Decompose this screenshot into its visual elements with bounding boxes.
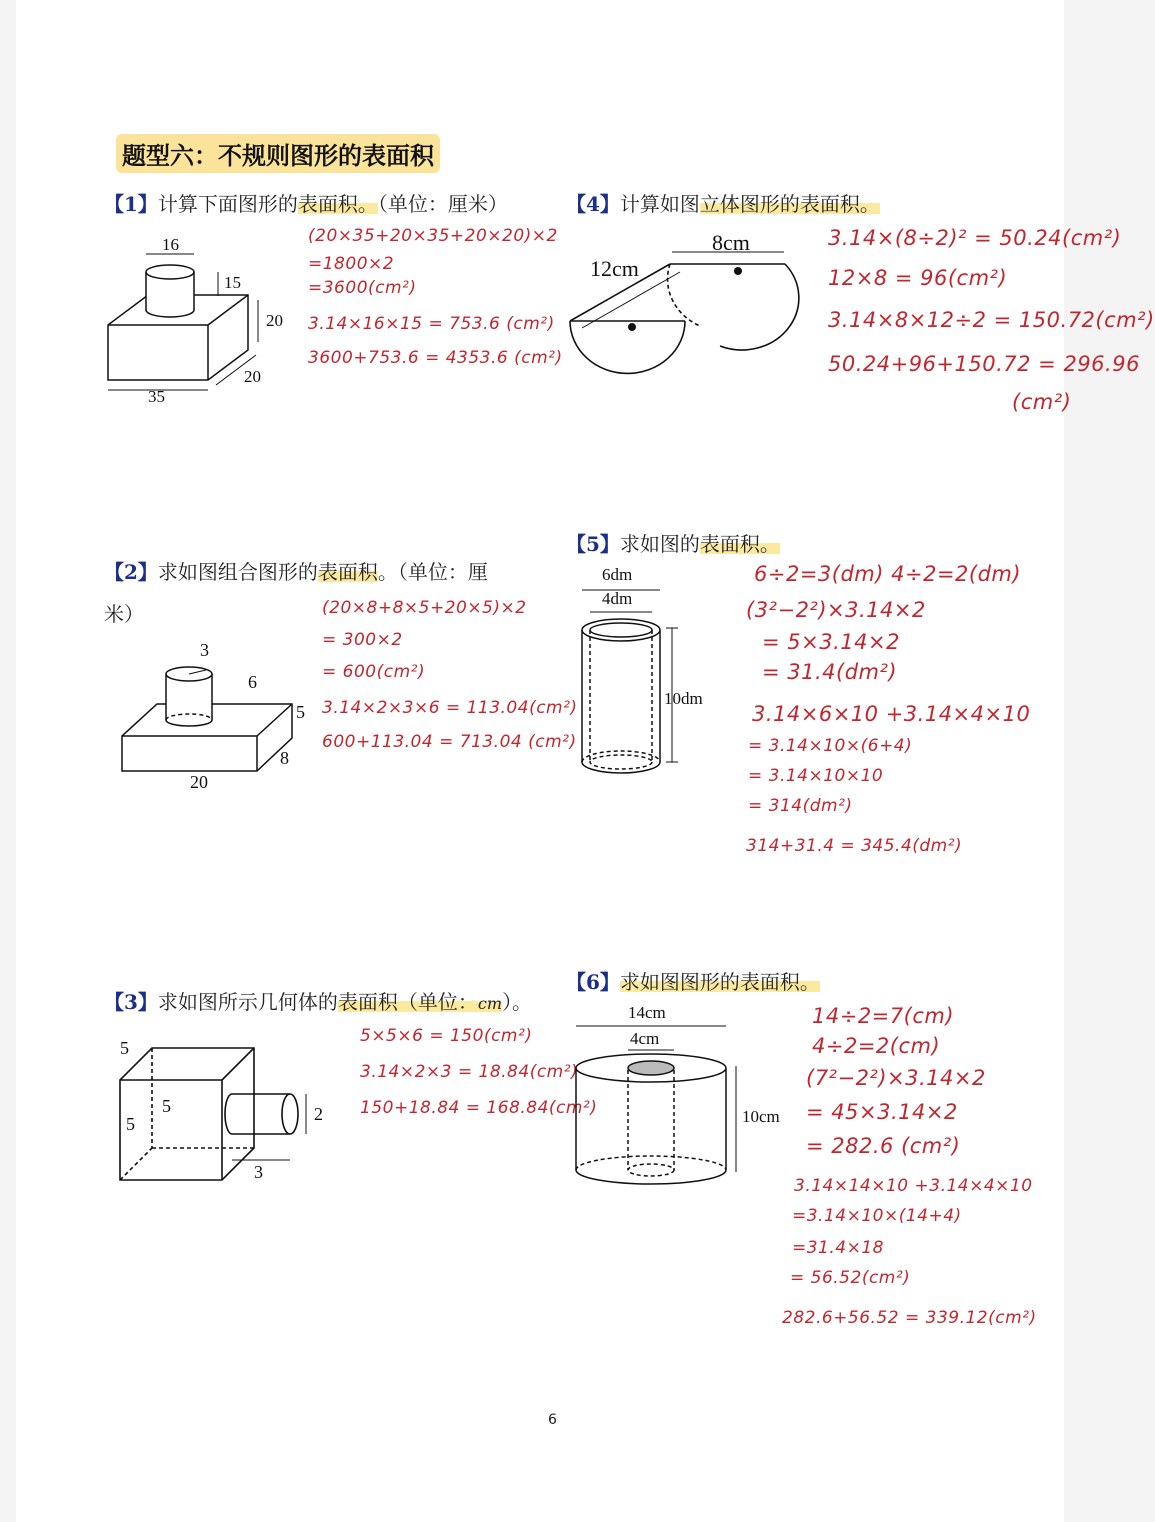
p2-work-5: 600+113.04 = 713.04 (cm²): [322, 732, 577, 752]
problem-3-number: 【3】: [104, 990, 158, 1014]
p3-dim-3: 3: [254, 1162, 263, 1182]
problem-5-prompt: [566, 528, 780, 557]
problem-5-number: 【5】: [566, 532, 620, 556]
p4-work-5: (cm²): [1012, 390, 1072, 414]
p1-work-4: 3.14×16×15 = 753.6 (cm²): [308, 314, 555, 334]
problem-3-text: 求如图所示几何体的: [157, 990, 338, 1014]
p1-dim-20-height: 20: [266, 311, 283, 330]
p1-dim-35: 35: [148, 387, 165, 406]
problem-6-prompt: [566, 966, 820, 995]
problem-3-end: ）。: [502, 990, 533, 1014]
p6-dim-10cm: 10cm: [742, 1107, 780, 1126]
p2-work-4: 3.14×2×3×6 = 113.04(cm²): [322, 698, 578, 718]
p4-work-3: 3.14×8×12÷2 = 150.72(cm²): [828, 308, 1155, 332]
problem-4-text: 计算如图: [619, 192, 700, 216]
p5-dim-10dm: 10dm: [664, 689, 703, 708]
problem-6-figure: [560, 1000, 800, 1200]
problem-4-prompt: [566, 188, 880, 217]
problem-5-highlight: 表面积。: [699, 532, 780, 556]
p5-work-1: 6÷2=3(dm) 4÷2=2(dm): [754, 562, 1022, 586]
problem-3-highlight-text: 表面积（单位：: [337, 990, 478, 1014]
p5-work-3: = 5×3.14×2: [762, 630, 900, 654]
problem-3-figure: [100, 1030, 340, 1190]
p5-dim-4dm: 4dm: [602, 589, 633, 608]
p5-work-4: = 31.4(dm²): [762, 660, 898, 684]
problem-4-figure: [560, 226, 800, 386]
p4-work-4: 50.24+96+150.72 = 296.96: [828, 352, 1140, 376]
p6-work-8: =31.4×18: [792, 1238, 884, 1258]
p6-work-7: =3.14×10×(14+4): [792, 1206, 962, 1226]
problem-5-figure: [560, 562, 730, 792]
p3-work-3: 150+18.84 = 168.84(cm²): [360, 1098, 598, 1118]
p5-work-2: (3²−2²)×3.14×2: [746, 598, 926, 622]
problem-2-highlight: 表面积: [317, 560, 378, 584]
p1-dim-15: 15: [224, 273, 241, 292]
problem-1-highlight: 表面积。: [297, 192, 378, 216]
p2-work-3: = 600(cm²): [322, 662, 426, 682]
problem-4-highlight: 立体图形的表面积。: [699, 192, 880, 216]
p3-dim-5-left: 5: [126, 1114, 135, 1134]
p2-dim-6: 6: [248, 672, 257, 692]
p2-dim-8: 8: [280, 748, 289, 768]
p5-work-7: = 3.14×10×10: [748, 766, 884, 786]
p6-dim-4cm: 4cm: [630, 1029, 660, 1048]
p5-work-6: = 3.14×10×(6+4): [748, 736, 913, 756]
p4-work-1: 3.14×(8÷2)² = 50.24(cm²): [828, 226, 1122, 250]
p2-work-2: = 300×2: [322, 630, 403, 650]
p3-work-1: 5×5×6 = 150(cm²): [360, 1026, 533, 1046]
p1-work-3: =3600(cm²): [308, 278, 417, 298]
p3-dim-5-top: 5: [120, 1038, 129, 1058]
problem-2-prompt-cont: 米）: [104, 602, 144, 626]
page-number: 6: [548, 1412, 557, 1428]
problem-1-unit: （单位：厘米）: [377, 192, 508, 216]
p4-work-2: 12×8 = 96(cm²): [828, 266, 1008, 290]
p1-dim-16: 16: [162, 235, 179, 254]
p5-work-8: = 314(dm²): [748, 796, 853, 816]
problem-1-figure: [100, 230, 300, 410]
p6-work-10: 282.6+56.52 = 339.12(cm²): [782, 1308, 1037, 1328]
p2-dim-20: 20: [190, 772, 208, 792]
p2-dim-5: 5: [296, 702, 305, 722]
problem-2-unit: 。（单位：厘: [377, 560, 488, 584]
p3-dim-2: 2: [314, 1104, 323, 1124]
p6-work-9: = 56.52(cm²): [790, 1268, 911, 1288]
p2-work-1: (20×8+8×5+20×5)×2: [322, 598, 527, 618]
problem-2-figure: [102, 636, 322, 796]
problem-2-text: 求如图组合图形的: [157, 560, 318, 584]
problem-6-number: 【6】: [566, 970, 620, 994]
p1-work-5: 3600+753.6 = 4353.6 (cm²): [308, 348, 563, 368]
problem-4-number: 【4】: [566, 192, 620, 216]
p6-work-1: 14÷2=7(cm): [812, 1004, 955, 1028]
worksheet-page: [16, 0, 1155, 1522]
p2-dim-3: 3: [200, 640, 209, 660]
p6-work-2: 4÷2=2(cm): [812, 1034, 941, 1058]
problem-3-prompt: [104, 986, 532, 1015]
problem-2-number: 【2】: [104, 560, 158, 584]
p6-dim-14cm: 14cm: [628, 1003, 666, 1022]
p4-dim-8cm: 8cm: [712, 230, 750, 255]
p6-work-6: 3.14×14×10 +3.14×4×10: [794, 1176, 1033, 1196]
p3-dim-5-depth: 5: [162, 1096, 171, 1116]
p1-work-1: (20×35+20×35+20×20)×2: [308, 226, 558, 246]
problem-3-highlight: [338, 990, 502, 1014]
p1-dim-20-depth: 20: [244, 367, 261, 386]
p5-dim-6dm: 6dm: [602, 565, 633, 584]
section-title: 题型六：不规则图形的表面积: [116, 134, 440, 173]
problem-1-number: 【1】: [104, 192, 158, 216]
p5-work-5: 3.14×6×10 +3.14×4×10: [752, 702, 1031, 726]
problem-6-highlight: 求如图图形的表面积。: [619, 970, 820, 994]
problem-1-text: 计算下面图形的: [157, 192, 298, 216]
p5-work-9: 314+31.4 = 345.4(dm²): [746, 836, 963, 856]
problem-5-text: 求如图的: [619, 532, 700, 556]
problem-2-prompt: [104, 556, 488, 585]
problem-1-prompt: [104, 188, 508, 217]
p4-dim-12cm: 12cm: [590, 256, 639, 281]
problem-3-unit: cm: [477, 994, 503, 1013]
p6-work-3: (7²−2²)×3.14×2: [806, 1066, 986, 1090]
p3-work-2: 3.14×2×3 = 18.84(cm²): [360, 1062, 579, 1082]
p6-work-4: = 45×3.14×2: [806, 1100, 958, 1124]
p1-work-2: =1800×2: [308, 254, 395, 274]
p6-work-5: = 282.6 (cm²): [806, 1134, 961, 1158]
